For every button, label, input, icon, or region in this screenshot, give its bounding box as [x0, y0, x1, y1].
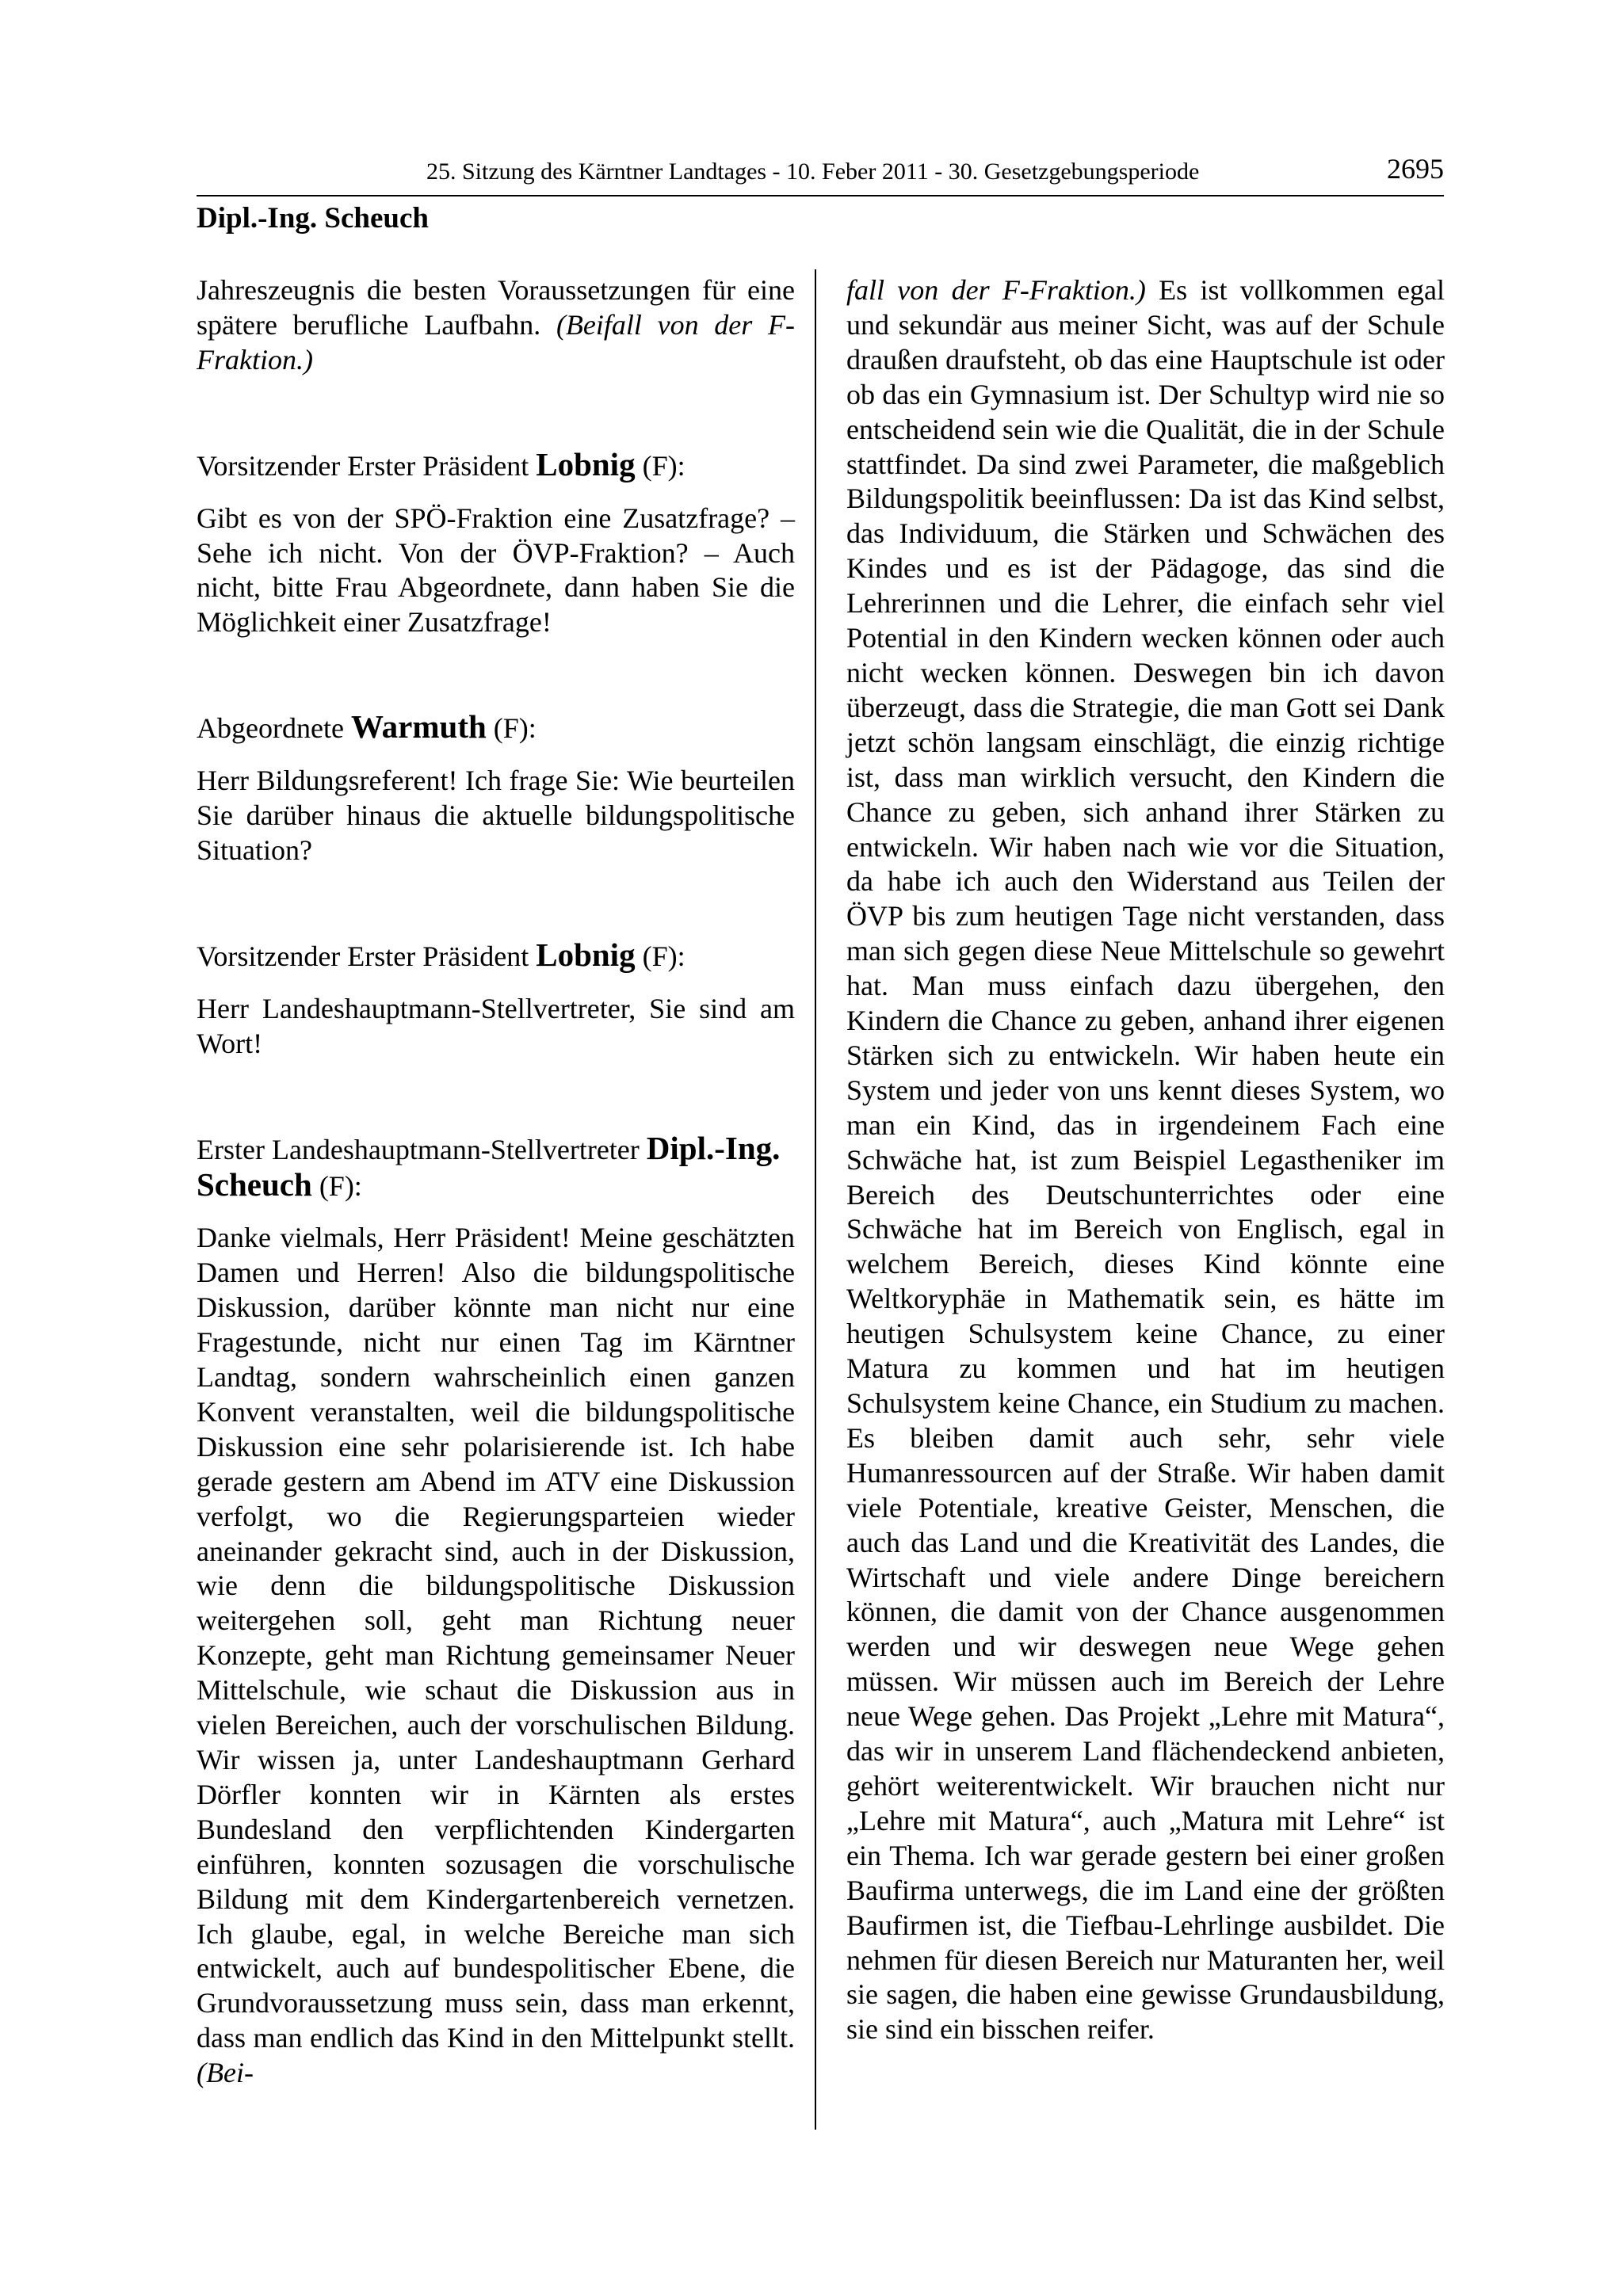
speaker-line [197, 710, 795, 746]
paragraph-text: Jahreszeugnis die besten Voraussetzungen für eine spätere berufliche Laufbahn. [197, 274, 795, 341]
paragraph-text: Es ist vollkommen egal und sekundär aus meiner Sicht, was auf der Schule draußen draufsteht, ob das eine Hauptschule ist oder ob das ein Gymnasium ist. Der Schultyp wird nie so entscheidend sein wie die Qualität, die in der Schule stattfindet. Da sind zwei Parameter, die maßgeblich Bildungspolitik beeinflussen: Da ist das Kind selbst, das Individuum, die Stärken und Schwächen des Kindes und es ist der Pädagoge, das sind die Lehrerinnen und die Lehrer, die einfach sehr viel Potential in den Kindern wecken können oder auch nicht wecken können. Deswegen bin ich davon überzeugt, dass die Strategie, die man Gott sei Dank jetzt schön langsam einschlägt, die einzig richtige ist, dass man wirklich versucht, den Kindern die Chance zu geben, sich anhand ihrer Stärken zu entwickeln. Wir haben nach wie vor die Situation, da habe ich auch den Widerstand aus Teilen der ÖVP bis zum heutigen Tage nicht verstanden, dass man sich gegen diese Neue Mittelschule so gewehrt hat. Man muss einfach dazu übergehen, den Kindern die Chance zu geben, anhand ihrer eigenen Stärken sich zu entwickeln. Wir haben heute ein System und jeder von uns kennt dieses System, wo man ein Kind, das in irgendeinem Fach eine Schwäche hat, ist zum Beispiel Legastheniker im Bereich des Deutschunterrichtes oder eine Schwäche hat im Bereich von Englisch, egal in welchem Bereich, dieses Kind könnte eine Weltkoryphäe in Mathematik sein, es hätte im heutigen Schulsystem keine Chance, zu einer Matura zu kommen und hat im heutigen Schulsystem keine Chance, ein Studium zu machen. Es bleiben damit auch sehr, sehr viele Humanressourcen auf der Straße. Wir haben damit viele Potentiale, kreative Geister, Menschen, die auch das Land und die Kreativität des Landes, die Wirtschaft und viele andere Dinge bereichern können, die damit von der Chance ausgenommen werden und wir deswegen neue Wege gehen müssen. Wir müssen auch im Bereich der Lehre neue Wege gehen. Das Projekt „Lehre mit Matura“, das wir in unserem Land flächendeckend anbieten, gehört weiterentwickelt. Wir brauchen nicht nur „Lehre mit Matura“, auch „Matura mit Lehre“ ist ein Thema. Ich war gerade gestern bei einer großen Baufirma unterwegs, die im Land eine der größten Baufirmen ist, die Tiefbau-Lehrlinge ausbildet. Die nehmen für diesen Bereich nur Maturanten her, weil sie sagen, die haben eine gewisse Grundausbildung, sie sind ein bisschen reifer. [846, 274, 1445, 2046]
speaker-role: Erster Landeshauptmann-Stellvertreter [197, 1133, 640, 1165]
speaker-party: (F): [642, 940, 685, 972]
speaker-party: (F): [319, 1169, 362, 1202]
speaker-name: Lobnig [536, 936, 636, 973]
speaker-role: Vorsitzender Erster Präsident [197, 449, 529, 482]
speaker-role: Vorsitzender Erster Präsident [197, 940, 529, 972]
applause-note: (Beifall von der F-Fraktion.) [197, 308, 795, 376]
speaker-line [197, 1131, 795, 1204]
speaker-role: Abgeordnete [197, 712, 344, 745]
paragraph [197, 1221, 795, 2091]
paragraph: Herr Landeshauptmann-Stellvertreter, Sie sind am Wort! [197, 992, 795, 1059]
left-column [197, 273, 795, 2091]
column-divider [815, 269, 816, 2130]
speaker-name: Dipl.-Ing. Scheuch [197, 1129, 781, 1203]
speaker-name: Warmuth [350, 708, 487, 746]
speaker-party: (F): [642, 449, 685, 482]
speaker-tag: Dipl.-Ing. Scheuch [197, 202, 429, 235]
right-column [846, 273, 1445, 2047]
paragraph: Gibt es von der SPÖ-Fraktion eine Zusatzfrage? – Sehe ich nicht. Von der ÖVP-Fraktion? – Auch nicht, bitte Frau Abgeordnete, dann haben Sie die Möglichkeit einer Zusatzfrage! [197, 502, 795, 639]
applause-note: fall von der F-Fraktion.) [846, 274, 1146, 306]
running-title: 25. Sitzung des Kärntner Landtages - 10. Feber 2011 - 30. Gesetzgebungsperiode [426, 158, 1200, 185]
running-header [197, 153, 1444, 196]
speaker-party: (F): [493, 712, 537, 745]
speaker-name: Lobnig [536, 445, 636, 482]
speaker-line [197, 445, 795, 484]
page-number: 2695 [1387, 153, 1444, 185]
paragraph-text: Danke vielmals, Herr Präsident! Meine geschätzten Damen und Herren! Also die bildungspolitische Diskussion, darüber könnte man nicht nur eine Fragestunde, nicht nur einen Tag im Kärntner Landtag, sondern wahrscheinlich einen ganzen Konvent veranstalten, weil die bildungspolitische Diskussion eine sehr polarisierende ist. Ich habe gerade gestern am Abend im ATV eine Diskussion verfolgt, wo die Regierungsparteien wieder aneinander gekracht sind, auch in der Diskussion, wie denn die bildungspolitische Diskussion weitergehen soll, geht man Richtung neuer Konzepte, geht man Richtung gemeinsamer Neuer Mittelschule, wie schaut die Diskussion aus in vielen Bereichen, auch der vorschulischen Bildung. Wir wissen ja, unter Landeshauptmann Gerhard Dörfler konnten wir in Kärnten als erstes Bundesland den verpflichtenden Kindergarten einführen, konnten sozusagen die vorschulische Bildung mit dem Kindergartenbereich vernetzen. Ich glaube, egal, in welche Bereiche man sich entwickelt, auch auf bundespolitischer Ebene, die Grundvoraussetzung muss sein, dass man erkennt, dass man endlich das Kind in den Mittelpunkt stellt. [197, 1222, 795, 2054]
paragraph [197, 273, 795, 378]
paragraph: Herr Bildungsreferent! Ich frage Sie: Wie beurteilen Sie darüber hinaus die aktuelle bildungspolitische Situation? [197, 765, 795, 866]
speaker-line [197, 938, 795, 974]
applause-note: (Bei- [197, 2057, 254, 2089]
paragraph [846, 273, 1445, 2047]
